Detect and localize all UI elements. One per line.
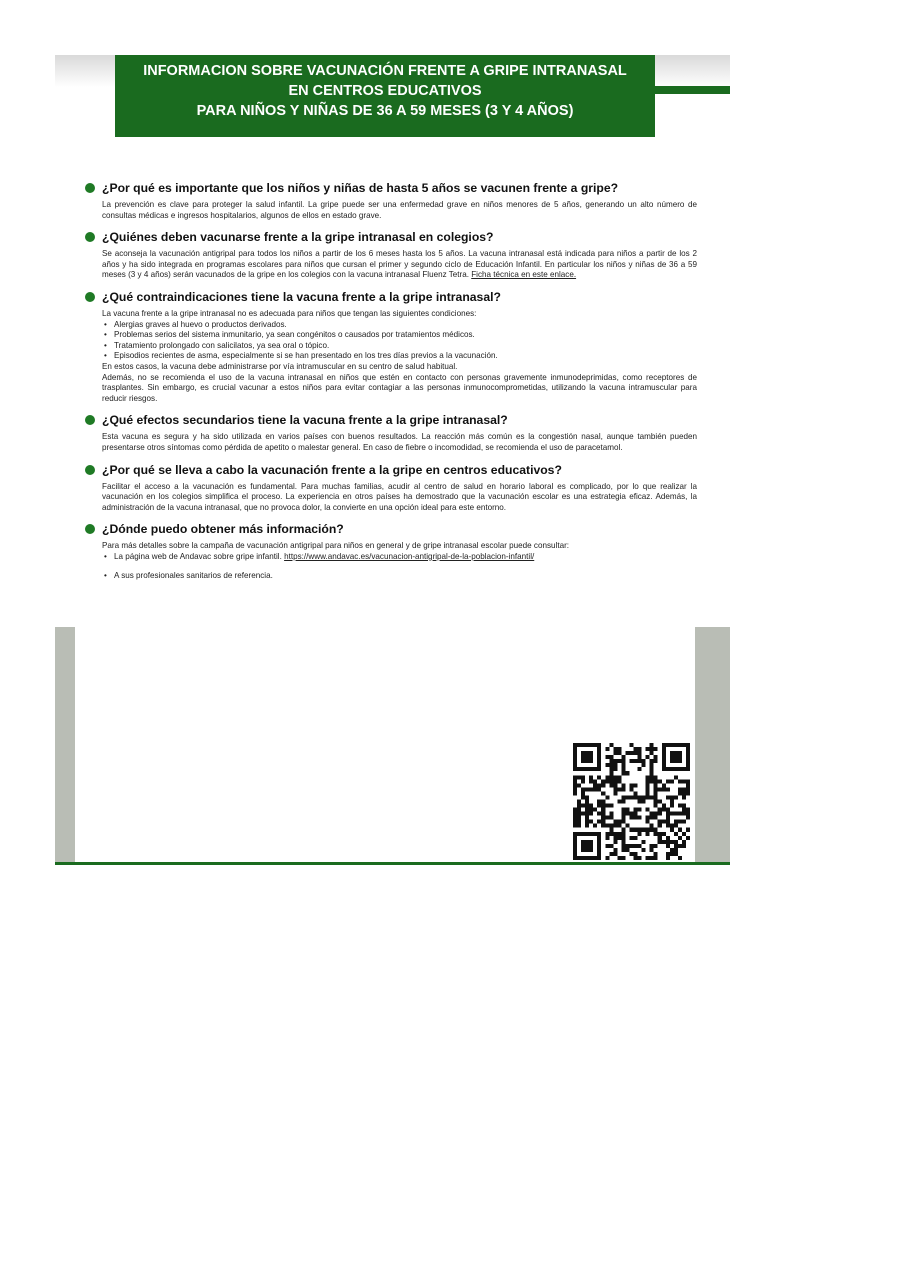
section-heading-text: ¿Qué efectos secundarios tiene la vacuna frente a la gripe intranasal? [102,413,508,428]
list-item: • A sus profesionales sanitarios de referencia. [102,571,697,582]
list-item: • Problemas serios del sistema inmunitario, ya sean congénitos o causados por tratamientos médicos. [102,330,697,341]
ficha-tecnica-link[interactable]: Ficha técnica en este enlace. [471,270,577,280]
side-band-left [55,627,75,863]
side-band-right [695,627,730,863]
page-title [115,55,655,137]
title-line-2: EN CENTROS EDUCATIVOS [288,83,482,99]
faq-section-schools [85,463,697,514]
faq-section-contraindications [85,290,697,404]
section-heading-text: ¿Por qué es importante que los niños y niñas de hasta 5 años se vacunen frente a gripe? [102,181,619,195]
section-paragraph: En estos casos, la vacuna debe administrarse por vía intramuscular en su centro de salud habitual. [102,361,458,371]
section-body [102,482,697,514]
section-paragraph: La prevención es clave para proteger la salud infantil. La gripe puede ser una enfermedad grave en niños menores de 5 años, generando un alto número de consultas médicas e ingresos hospitalarios, algunos de ellos en estado grave. [102,200,697,220]
document-page [55,55,730,866]
bullet-dot-icon [85,415,95,425]
section-body [102,432,697,453]
section-heading [85,181,697,195]
title-line-3: PARA NIÑOS Y NIÑAS DE 36 A 59 MESES (3 Y 4 AÑOS) [196,103,574,119]
section-heading [85,230,697,244]
section-heading-text: ¿Quiénes deben vacunarse frente a la gripe intranasal en colegios? [102,230,494,245]
section-paragraph-text: Se aconseja la vacunación antigripal para todos los niños a partir de los 6 meses hasta los 5 años. La vacuna intranasal está indicada para niños a partir de los 2 años y ha sido integrada en programas escolares para niños que cursan el primer y segundo ciclo de Educación Infantil. En particular los niños y niñas de 36 a 59 meses (3 y 4 años) serán vacunados de la gripe en los colegios con la vacuna intranasal Fluenz Tetra. [102,249,697,280]
faq-section-side-effects [85,413,697,453]
section-body [102,249,697,281]
contraindications-list [102,320,697,362]
info-sources-list-2 [102,571,697,582]
bullet-dot-icon [85,465,95,475]
section-heading-text: ¿Por qué se lleva a cabo la vacunación frente a la gripe en centros educativos? [102,462,562,477]
section-paragraph: Esta vacuna es segura y ha sido utilizada en varios países con buenos resultados. La reacción más común es la congestión nasal, aunque también pueden presentarse otros síntomas como pérdida de apetito o malestar general. En caso de fiebre o incomodidad, se recomienda el uso de paracetamol. [102,432,697,452]
section-heading [85,413,697,427]
section-heading [85,463,697,477]
list-item [102,552,697,563]
bullet-dot-icon [85,292,95,302]
faq-sections [85,181,697,591]
list-item-text: La página web de Andavac sobre gripe infantil. [114,551,282,561]
header-accent-bar [655,86,730,94]
title-line-1: INFORMACION SOBRE VACUNACIÓN FRENTE A GRIPE INTRANASAL [143,63,627,79]
section-paragraph: Facilitar el acceso a la vacunación es fundamental. Para muchas familias, acudir al centro de salud en horario laboral es complicado, por lo que realizar la vacunación en los colegios simplifica el proceso. La experiencia en otros países ha demostrado que la vacunación escolar es una estrategia eficaz. Además, la administración de la vacuna intranasal, que no provoca dolor, la convierte en una opción ideal para este entorno. [102,481,697,512]
footer-line [55,862,730,865]
section-heading-text: ¿Dónde puedo obtener más información? [102,522,344,537]
section-paragraph [102,249,697,281]
list-item: • Alergias graves al huevo o productos derivados. [102,320,697,331]
qr-code-icon[interactable] [573,743,690,860]
list-item: • Tratamiento prolongado con salicilatos, ya sea oral o tópico. [102,341,697,352]
section-heading [85,522,697,536]
list-item: • Episodios recientes de asma, especialmente si se han presentado en los tres días previos a la vacunación. [102,351,697,362]
section-intro: Para más detalles sobre la campaña de vacunación antigripal para niños en general y de gripe intranasal escolar puede consultar: [102,541,570,551]
info-sources-list [102,552,697,563]
section-body [102,541,697,582]
bullet-dot-icon [85,232,95,242]
section-paragraph: Además, no se recomienda el uso de la vacuna intranasal en niños que estén en contacto con personas gravemente inmunodeprimidas, como receptores de trasplantes. Sin embargo, es crucial vacunar a estos niños para evitar contagiar a las personas inmunocomprometidas, utilizando la vacuna intramuscular para reducir riesgos. [102,372,697,403]
faq-section-more-info [85,522,697,582]
faq-section-who [85,230,697,281]
section-heading-text: ¿Qué contraindicaciones tiene la vacuna frente a la gripe intranasal? [102,289,501,304]
section-intro: La vacuna frente a la gripe intranasal no es adecuada para niños que tengan las siguientes condiciones: [102,308,477,318]
bullet-dot-icon [85,183,95,193]
bullet-dot-icon [85,524,95,534]
andavac-link[interactable]: https://www.andavac.es/vacunacion-antigripal-de-la-poblacion-infantil/ [284,551,535,561]
section-body [102,200,697,221]
section-heading [85,290,697,304]
section-body [102,309,697,404]
faq-section-importance [85,181,697,221]
